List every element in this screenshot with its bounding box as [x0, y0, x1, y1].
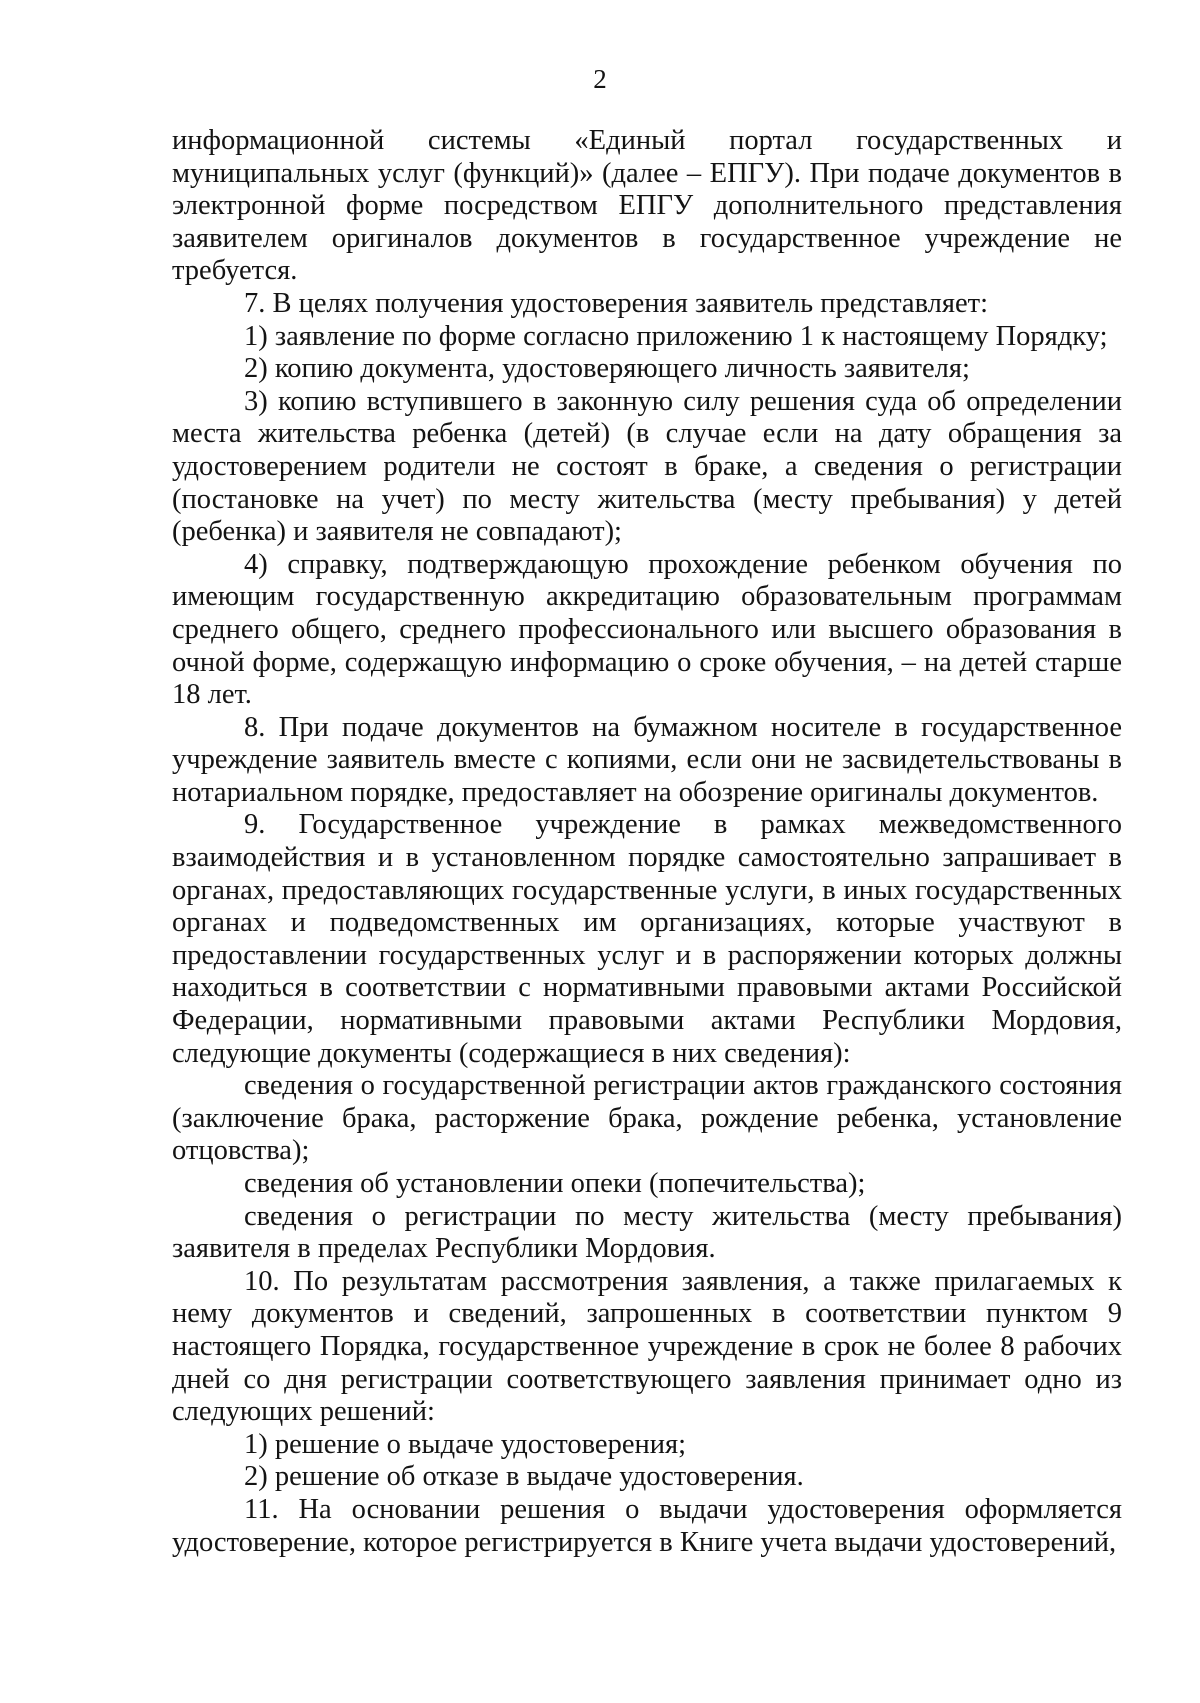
paragraph-item-7-2: 2) копию документа, удостоверяющего личность заявителя; [244, 353, 970, 385]
page-number: 2 [593, 64, 607, 94]
paragraph-item-11: 11. На основании решения о выдачи удостоверения оформляется удостоверение, которое регистрируется в Книге учета выдачи удостоверений, [172, 1493, 1122, 1558]
paragraph-item-10-1: 1) решение о выдаче удостоверения; [244, 1428, 687, 1460]
paragraph-item-10: 10. По результатам рассмотрения заявления, а также прилагаемых к нему документов и сведений, запрошенных в соответствии пунктом 9 настоящего Порядка, государственное учреждение в срок не более 8 рабочих дней со дня регистрации соответствующего заявления принимает одно из следующих решений: [172, 1265, 1122, 1428]
paragraph-item-8: 8. При подаче документов на бумажном носителе в государственное учреждение заявитель вместе с копиями, если они не засвидетельствованы в нотариальном порядке, предоставляет на обозрение оригиналы документов. [172, 711, 1122, 808]
document-body [172, 125, 1122, 1559]
paragraph-item-9-guardianship: сведения об установлении опеки (попечительства); [244, 1168, 866, 1199]
paragraph-item-7-4: 4) справку, подтверждающую прохождение ребенком обучения по имеющим государственную аккредитацию образовательным программам среднего общего, среднего профессионального или высшего образования в очной форме, содержащую информацию о сроке обучения, – на детей старше 18 лет. [172, 548, 1122, 711]
paragraph-item-9-civil-status: сведения о государственной регистрации актов гражданского состояния (заключение брака, расторжение брака, рождение ребенка, установление отцовства); [172, 1070, 1122, 1167]
paragraph-item-10-2: 2) решение об отказе в выдаче удостоверения. [244, 1461, 804, 1493]
paragraph-item-7: 7. В целях получения удостоверения заявитель представляет: [244, 287, 989, 319]
paragraph-epgu-continuation: информационной системы «Единый портал государственных и муниципальных услуг (функций)» (далее – ЕПГУ). При подаче документов в электронной форме посредством ЕПГУ дополнительного представления заявителем оригиналов документов в государственное учреждение не требуется. [172, 125, 1122, 287]
paragraph-item-7-3: 3) копию вступившего в законную силу решения суда об определении места жительства ребенка (детей) (в случае если на дату обращения за удостоверением родители не состоят в браке, а сведения о регистрации (постановке на учет) по месту жительства (месту пребывания) у детей (ребенка) и заявителя не совпадают); [172, 385, 1122, 548]
paragraph-item-9-residence: сведения о регистрации по месту жительства (месту пребывания) заявителя в пределах Республики Мордовия. [172, 1200, 1122, 1265]
paragraph-item-9: 9. Государственное учреждение в рамках межведомственного взаимодействия и в установленном порядке самостоятельно запрашивает в органах, предоставляющих государственные услуги, в иных государственных органах и подведомственных им организациях, которые участвуют в предоставлении государственных услуг и в распоряжении которых должны находиться в соответствии с нормативными правовыми актами Российской Федерации, нормативными правовыми актами Республики Мордовия, следующие документы (содержащиеся в них сведения): [172, 809, 1122, 1069]
paragraph-item-7-1: 1) заявление по форме согласно приложению 1 к настоящему Порядку; [244, 320, 1108, 352]
